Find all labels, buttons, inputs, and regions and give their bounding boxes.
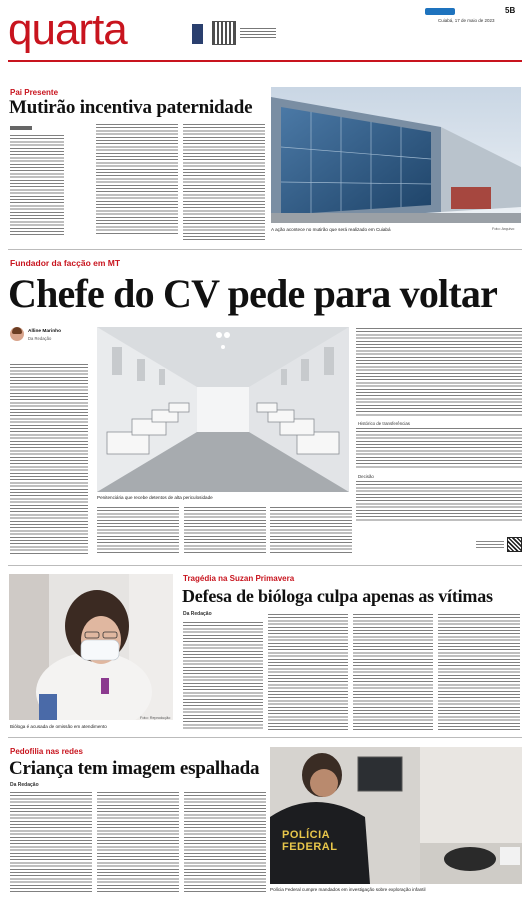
story2-text-col5 — [356, 428, 522, 468]
divider-3 — [8, 737, 522, 738]
story3-photo — [9, 574, 173, 720]
story4-byline: Da Redação — [10, 782, 39, 788]
page-number: 5B — [505, 6, 516, 15]
story3-text-col2 — [268, 614, 348, 730]
story1-photo — [271, 87, 521, 223]
story2-kicker: Fundador da facção em MT — [10, 258, 121, 268]
story4-text-col3 — [184, 792, 266, 892]
story3-text-col1 — [183, 622, 263, 730]
story4-kicker: Pedofilia nas redes — [10, 747, 83, 756]
story2-text-col6 — [356, 481, 522, 521]
story3-text-col4 — [438, 614, 520, 730]
story2-qr-code-icon — [508, 538, 521, 551]
story1-text-col2 — [96, 124, 178, 234]
story1-headline: Mutirão incentiva paternidade — [9, 97, 253, 118]
story3-headline: Defesa de bióloga culpa apenas as vítimas — [182, 586, 493, 606]
masthead — [0, 0, 530, 68]
edition-date: Cuiabá, 17 de maio de 2023 — [438, 18, 495, 23]
section-title: quarta — [8, 5, 127, 54]
story1-photo-caption: A ação acontece no mutirão que será realizado em Cuiabá — [271, 227, 391, 232]
story1-kicker: Pai Presente — [10, 88, 59, 97]
divider-1 — [8, 249, 522, 250]
story3-photo-credit: Foto: Reprodução — [140, 716, 171, 720]
story2-photo — [97, 327, 349, 492]
story3-byline: Da Redação — [183, 611, 212, 617]
story3-photo-caption: Bióloga é acusada de omissão em atendimento — [10, 724, 107, 729]
story1-text-col3 — [183, 124, 265, 240]
story2-text-col1 — [10, 364, 88, 554]
divider-2 — [8, 565, 522, 566]
qr-code-note — [240, 28, 276, 40]
brand-mark-icon — [425, 8, 455, 15]
story2-subhead-1: Histórico de transferências — [358, 421, 410, 426]
newspaper-logo — [192, 24, 203, 44]
masthead-rule — [8, 60, 522, 62]
story2-text-col2 — [97, 507, 179, 555]
story2-text-col4a — [270, 507, 352, 555]
story4-photo-caption: Polícia Federal cumpre mandados em investigação sobre exploração infantil — [270, 887, 426, 892]
story4-headline: Criança tem imagem espalhada — [9, 758, 260, 779]
story4-text-col1 — [10, 792, 92, 892]
author-name: Alline Marinho — [28, 329, 62, 334]
story1-text-col1 — [10, 135, 64, 235]
story2-photo-caption: Penitenciária que recebe detentos de alta periculosidade — [97, 495, 213, 500]
police-vest-text: POLÍCIA FEDERAL — [282, 829, 338, 853]
story4-photo — [270, 747, 522, 884]
author-avatar — [10, 327, 24, 341]
story2-subhead-2: Decisão — [358, 474, 374, 479]
story4-text-col2 — [97, 792, 179, 892]
author-note: Da Redação — [28, 336, 52, 341]
story3-kicker: Tragédia na Suzan Primavera — [183, 574, 295, 583]
qr-code-icon — [213, 22, 235, 44]
story1-byline — [10, 126, 32, 130]
story2-text-col4 — [356, 328, 522, 416]
story3-text-col3 — [353, 614, 433, 730]
story2-headline: Chefe do CV pede para voltar — [8, 271, 498, 316]
story1-photo-credit: Foto: Arquivo — [492, 227, 515, 231]
story2-qr-note — [476, 541, 504, 549]
story2-text-col3 — [184, 507, 266, 555]
